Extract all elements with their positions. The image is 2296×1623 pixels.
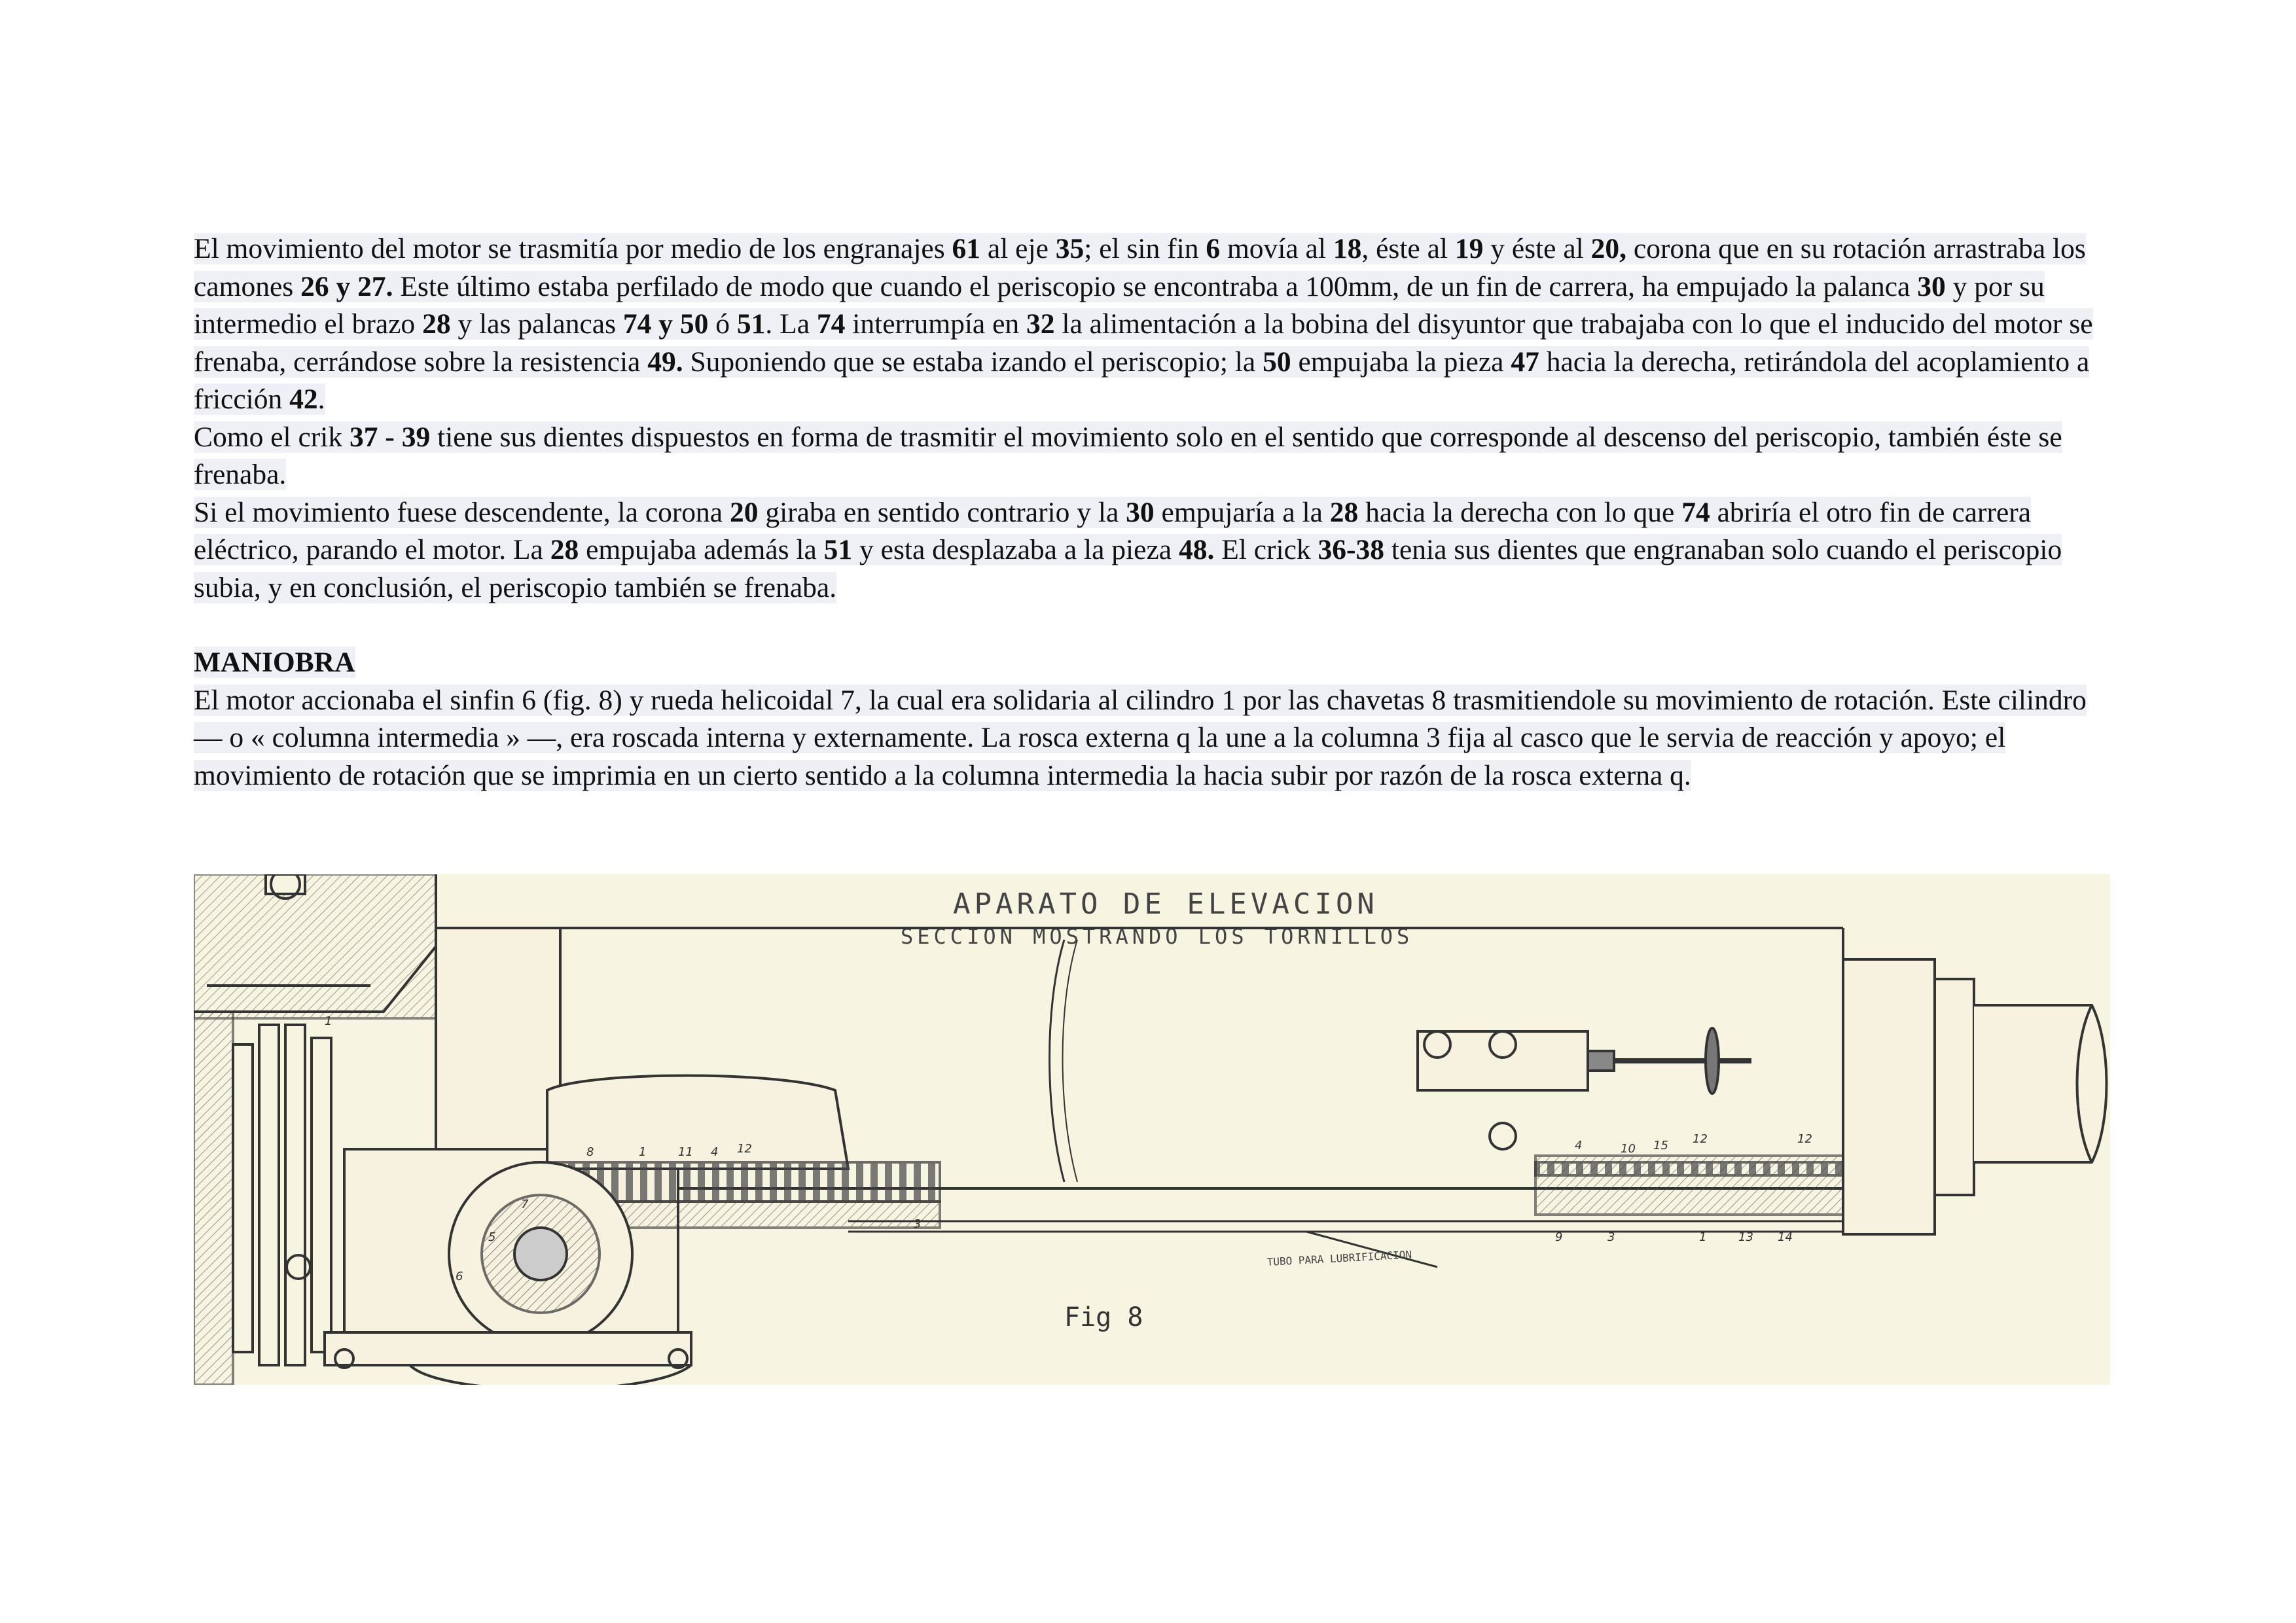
part-label-right-6: 3 — [1607, 1230, 1615, 1244]
figure-title: APARATO DE ELEVACION — [953, 887, 1378, 921]
gearbox-housing — [325, 1076, 940, 1385]
part-label-right-0: 4 — [1575, 1139, 1583, 1152]
elevation-apparatus-drawing — [194, 874, 2110, 1385]
pipe-label: TUBO PARA LUBRIFICACION — [1266, 1248, 1412, 1268]
part-label-left-1: 8 — [586, 1145, 594, 1159]
section-heading: MANIOBRA — [194, 647, 355, 678]
right-screw-mechanism — [1418, 959, 2107, 1234]
paragraph-4: El motor accionaba el sinfin 6 (fig. 8) y rueda helicoidal 7, la cual era solidaria al cilindro 1 por las chavetas 8 trasmitiendole su movimiento de rotación. Este cilindro — o « columna intermedia » —, era roscada interna y externamente. La rosca externa q la une a la columna 3 fija al casco que le servia de reacción y apoyo; el movimiento de rotación que se imprimia en un cierto sentido a la columna intermedia la hacia subir por razón de la rosca externa q. — [194, 684, 2087, 791]
left-flange-stack — [194, 1012, 331, 1385]
part-label-left-6: 7 — [521, 1198, 529, 1211]
part-label-left-5: 12 — [737, 1142, 752, 1156]
part-label-right-8: 13 — [1738, 1230, 1753, 1244]
part-label-right-1: 10 — [1621, 1142, 1636, 1156]
technical-drawing-figure — [194, 874, 2110, 1385]
part-label-left-2: 1 — [639, 1145, 647, 1159]
part-label-right-4: 12 — [1797, 1132, 1812, 1146]
part-label-right-5: 9 — [1555, 1230, 1563, 1244]
part-label-left-0: 1 — [325, 1014, 332, 1028]
paragraph-2: Como el crik 37 - 39 tiene sus dientes dispuestos en forma de trasmitir el movimiento solo en el sentido que corresponde al descenso del periscopio, también éste se frenaba. — [194, 421, 2062, 490]
part-label-right-3: 12 — [1693, 1132, 1708, 1146]
part-label-left-7: 5 — [488, 1230, 496, 1244]
part-label-left-8: 6 — [456, 1270, 463, 1283]
text-block — [194, 230, 2118, 794]
part-label-right-2: 15 — [1653, 1139, 1668, 1152]
part-label-left-3: 11 — [678, 1145, 693, 1159]
figure-subtitle: SECCION MOSTRANDO LOS TORNILLOS — [901, 924, 1414, 949]
part-label-right-9: 14 — [1778, 1230, 1793, 1244]
part-label-left-9: 3 — [914, 1217, 922, 1231]
upper-left-housing — [194, 874, 436, 1018]
figure-caption: Fig 8 — [1064, 1302, 1143, 1332]
part-label-left-4: 4 — [711, 1145, 719, 1159]
part-label-right-7: 1 — [1699, 1230, 1707, 1244]
paragraph-3: Si el movimiento fuese descendente, la corona 20 giraba en sentido contrario y la 30 empujaría a la 28 hacia la derecha con lo que 74 abriría el otro fin de carrera eléctrico, parando el motor. La 28 empujaba además la 51 y esta desplazaba a la pieza 48. El crick 36-38 tenia sus dientes que engranaban solo cuando el periscopio subia, y en conclusión, el periscopio también se frenaba. — [194, 496, 2062, 603]
paragraph-1: El movimiento del motor se trasmitía por medio de los engranajes 61 al eje 35; el sin fin 6 movía al 18, éste al 19 y éste al 20, corona que en su rotación arrastraba los camones 26 y 27. Este último estaba perfilado de modo que cuando el periscopio se encontraba a 100mm, de un fin de carrera, ha empujado la palanca 30 y por su intermedio el brazo 28 y las palancas 74 y 50 ó 51. La 74 interrumpía en 32 la alimentación a la bobina del disyuntor que trabajaba con lo que el inducido del motor se frenaba, cerrándose sobre la resistencia 49. Suponiendo que se estaba izando el periscopio; la 50 empujaba la pieza 47 hacia la derecha, retirándola del acoplamiento a fricción 42. — [194, 233, 2093, 415]
paragraph-gap — [194, 607, 2118, 644]
